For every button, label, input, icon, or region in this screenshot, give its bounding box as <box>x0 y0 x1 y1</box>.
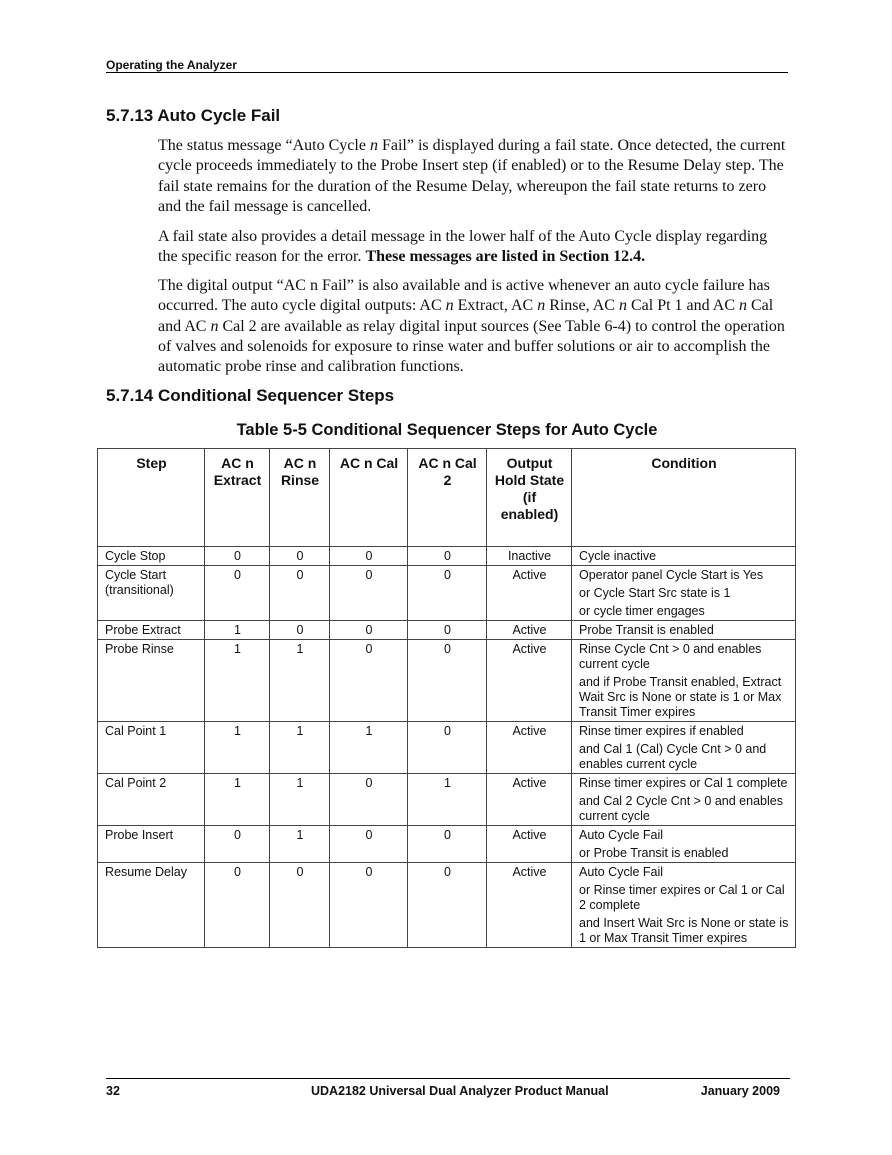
cell-cal2: 0 <box>408 621 487 640</box>
cell-condition <box>572 826 796 863</box>
condition-line: and Cal 1 (Cal) Cycle Cnt > 0 and enables current cycle <box>579 742 767 771</box>
table-row <box>98 640 796 722</box>
cell-hold-state: Active <box>487 621 572 640</box>
cell-cal: 0 <box>330 621 408 640</box>
cell-cal2: 0 <box>408 566 487 621</box>
cell-cal2: 0 <box>408 640 487 722</box>
cell-condition <box>572 547 796 566</box>
running-header <box>106 58 788 73</box>
cell-cal2: 0 <box>408 863 487 948</box>
cell-hold-state: Active <box>487 640 572 722</box>
cell-step: Probe Insert <box>98 826 205 863</box>
cell-extract: 0 <box>205 863 270 948</box>
table-row <box>98 566 796 621</box>
cell-step: Cycle Stop <box>98 547 205 566</box>
cell-cal: 0 <box>330 547 408 566</box>
condition-line: Rinse timer expires if enabled <box>579 724 744 738</box>
cell-step: Cal Point 2 <box>98 774 205 826</box>
condition-line: or Cycle Start Src state is 1 <box>579 586 731 600</box>
condition-line: Auto Cycle Fail <box>579 865 664 879</box>
table-row <box>98 621 796 640</box>
cell-cal2: 0 <box>408 547 487 566</box>
cell-rinse: 1 <box>270 722 330 774</box>
cell-hold-state: Active <box>487 774 572 826</box>
cell-extract: 0 <box>205 566 270 621</box>
col-header-step: Step <box>98 449 205 547</box>
page-footer <box>106 1078 790 1098</box>
cell-condition <box>572 722 796 774</box>
cell-cal: 0 <box>330 640 408 722</box>
table-row <box>98 722 796 774</box>
cell-condition <box>572 640 796 722</box>
cell-cal: 0 <box>330 826 408 863</box>
col-header-extract: AC n Extract <box>205 449 270 547</box>
cell-cal2: 0 <box>408 826 487 863</box>
table-body <box>98 547 796 948</box>
col-header-condition: Condition <box>572 449 796 547</box>
col-header-cal: AC n Cal <box>330 449 408 547</box>
cell-extract: 1 <box>205 640 270 722</box>
table-row <box>98 863 796 948</box>
condition-line: or cycle timer engages <box>579 604 705 618</box>
paragraph-status-message: The status message “Auto Cycle n Fail” is displayed during a fail state. Once detected, the current cycle proceeds immediately to the Probe Insert step (if enabled) or to the Resume Delay step. The fail state remains for the duration of the Resume Delay, whereupon the fail state returns to zero and the fail message is cancelled. <box>158 137 786 215</box>
cell-extract: 1 <box>205 621 270 640</box>
section-heading-auto-cycle-fail: 5.7.13 Auto Cycle Fail <box>106 106 281 125</box>
col-header-rinse: AC n Rinse <box>270 449 330 547</box>
cell-cal2: 1 <box>408 774 487 826</box>
cell-cal: 1 <box>330 722 408 774</box>
cell-extract: 1 <box>205 774 270 826</box>
condition-line: Cycle inactive <box>579 549 657 563</box>
cell-hold-state: Active <box>487 826 572 863</box>
cell-rinse: 1 <box>270 640 330 722</box>
cell-rinse: 0 <box>270 566 330 621</box>
cell-extract: 0 <box>205 547 270 566</box>
cell-cal: 0 <box>330 566 408 621</box>
sequencer-steps-table <box>97 448 796 948</box>
col-header-cal2: AC n Cal 2 <box>408 449 487 547</box>
cell-cal: 0 <box>330 863 408 948</box>
table-title: Table 5-5 Conditional Sequencer Steps for Auto Cycle <box>236 421 658 439</box>
running-title: Operating the Analyzer <box>106 58 237 72</box>
cell-step: Cycle Start (transitional) <box>98 566 205 621</box>
col-header-hold-state: Output Hold State (if enabled) <box>487 449 572 547</box>
table-row <box>98 826 796 863</box>
cell-step: Probe Extract <box>98 621 205 640</box>
cell-condition <box>572 774 796 826</box>
page-number: 32 <box>106 1084 120 1098</box>
publication-date: January 2009 <box>700 1084 780 1098</box>
condition-line: or Probe Transit is enabled <box>579 846 729 860</box>
cell-condition <box>572 566 796 621</box>
cell-step: Resume Delay <box>98 863 205 948</box>
section-reference: These messages are listed in Section 12.4. <box>365 248 646 266</box>
cell-cal: 0 <box>330 774 408 826</box>
paragraph-detail-message: A fail state also provides a detail message in the lower half of the Auto Cycle display regarding the specific reason for the error. These messages are listed in Section 12.4. <box>158 228 768 266</box>
cell-rinse: 1 <box>270 774 330 826</box>
cell-rinse: 0 <box>270 547 330 566</box>
cell-condition <box>572 863 796 948</box>
condition-line: Auto Cycle Fail <box>579 828 664 842</box>
cell-hold-state: Active <box>487 566 572 621</box>
cell-step: Probe Rinse <box>98 640 205 722</box>
condition-line: or Rinse timer expires or Cal 1 or Cal 2 complete <box>579 883 785 912</box>
manual-title: UDA2182 Universal Dual Analyzer Product Manual <box>311 1084 609 1098</box>
condition-line: and Cal 2 Cycle Cnt > 0 and enables current cycle <box>579 794 783 823</box>
cell-rinse: 0 <box>270 863 330 948</box>
condition-line: Rinse Cycle Cnt > 0 and enables current cycle <box>579 642 762 671</box>
cell-extract: 1 <box>205 722 270 774</box>
condition-line: and if Probe Transit enabled, Extract Wait Src is None or state is 1 or Max Transit Timer expires <box>579 675 782 719</box>
section-heading-conditional-sequencer: 5.7.14 Conditional Sequencer Steps <box>106 386 395 405</box>
cell-hold-state: Active <box>487 863 572 948</box>
condition-line: Rinse timer expires or Cal 1 complete <box>579 776 788 790</box>
condition-line: Probe Transit is enabled <box>579 623 714 637</box>
paragraph-digital-output: The digital output “AC n Fail” is also available and is active whenever an auto cycle failure has occurred. The auto cycle digital outputs: AC n Extract, AC n Rinse, AC n Cal Pt 1 and AC n Cal and AC n Cal 2 are available as relay digital input sources (See Table 6-4) to control the operation of valves and solenoids for exposure to rinse water and buffer solutions or air to accomplish the automatic probe rinse and calibration functions. <box>158 277 785 376</box>
cell-rinse: 1 <box>270 826 330 863</box>
table-header-row <box>98 449 796 547</box>
cell-step: Cal Point 1 <box>98 722 205 774</box>
table-row <box>98 774 796 826</box>
cell-extract: 0 <box>205 826 270 863</box>
cell-hold-state: Active <box>487 722 572 774</box>
cell-condition <box>572 621 796 640</box>
cell-hold-state: Inactive <box>487 547 572 566</box>
cell-cal2: 0 <box>408 722 487 774</box>
condition-line: and Insert Wait Src is None or state is 1 or Max Transit Timer expires <box>579 916 789 945</box>
table-row <box>98 547 796 566</box>
condition-line: Operator panel Cycle Start is Yes <box>579 568 764 582</box>
cell-rinse: 0 <box>270 621 330 640</box>
